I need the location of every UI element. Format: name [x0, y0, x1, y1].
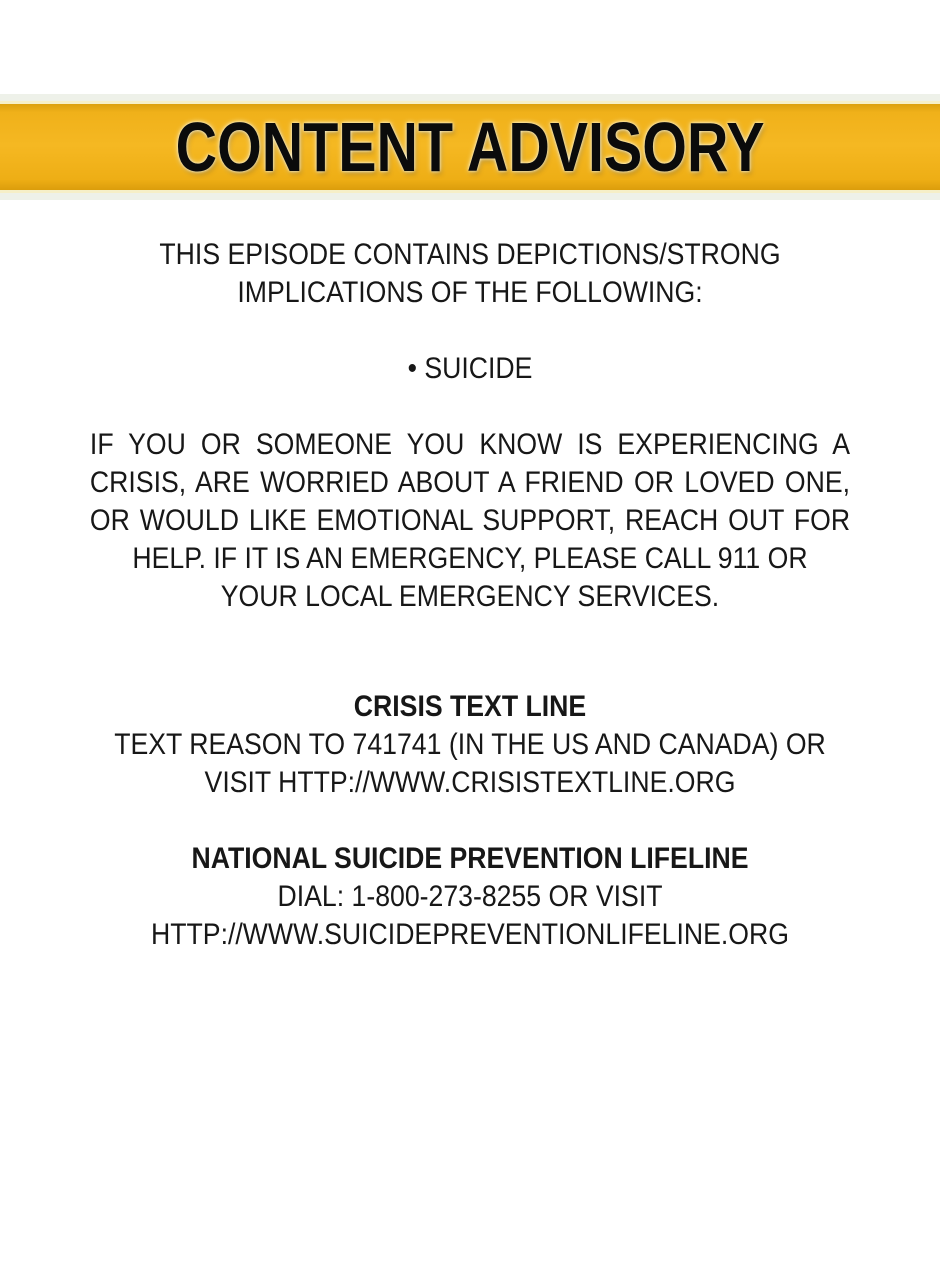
intro-text-line: IMPLICATIONS OF THE FOLLOWING:: [237, 276, 703, 309]
lifeline-phone: DIAL: 1-800-273-8255 OR VISIT: [277, 880, 663, 913]
crisis-text-line-url: VISIT HTTP://WWW.CRISISTEXTLINE.ORG: [204, 766, 736, 799]
lifeline-url: HTTP://WWW.SUICIDEPREVENTIONLIFELINE.ORG: [151, 918, 789, 951]
crisis-paragraph-line: CRISIS, ARE WORRIED ABOUT A FRIEND OR LOVED ONE,: [89, 466, 851, 499]
intro-text-line: THIS EPISODE CONTAINS DEPICTIONS/STRONG: [159, 238, 781, 271]
lifeline-heading: NATIONAL SUICIDE PREVENTION LIFELINE: [191, 842, 749, 875]
crisis-paragraph-line: YOUR LOCAL EMERGENCY SERVICES.: [220, 580, 720, 613]
crisis-text-line-section: [90, 688, 850, 802]
advisory-body: [90, 236, 850, 954]
crisis-paragraph-line: HELP. IF IT IS AN EMERGENCY, PLEASE CALL 911 OR: [132, 542, 808, 575]
lifeline-section: [90, 840, 850, 954]
crisis-paragraph-line: OR WOULD LIKE EMOTIONAL SUPPORT, REACH OUT FOR: [89, 504, 851, 537]
crisis-paragraph-line: IF YOU OR SOMEONE YOU KNOW IS EXPERIENCING A: [89, 428, 851, 461]
crisis-text-line-info: TEXT REASON TO 741741 (IN THE US AND CANADA) OR: [114, 728, 826, 761]
content-advisory-banner: [0, 94, 940, 200]
bullet-item-suicide: • SUICIDE: [407, 352, 533, 385]
crisis-help-paragraph: [90, 426, 850, 616]
banner-bar: [0, 101, 940, 193]
content-warning-list: [90, 350, 850, 388]
intro-text: [90, 236, 850, 312]
crisis-text-line-heading: CRISIS TEXT LINE: [353, 690, 587, 723]
banner-title: CONTENT ADVISORY: [175, 108, 765, 186]
